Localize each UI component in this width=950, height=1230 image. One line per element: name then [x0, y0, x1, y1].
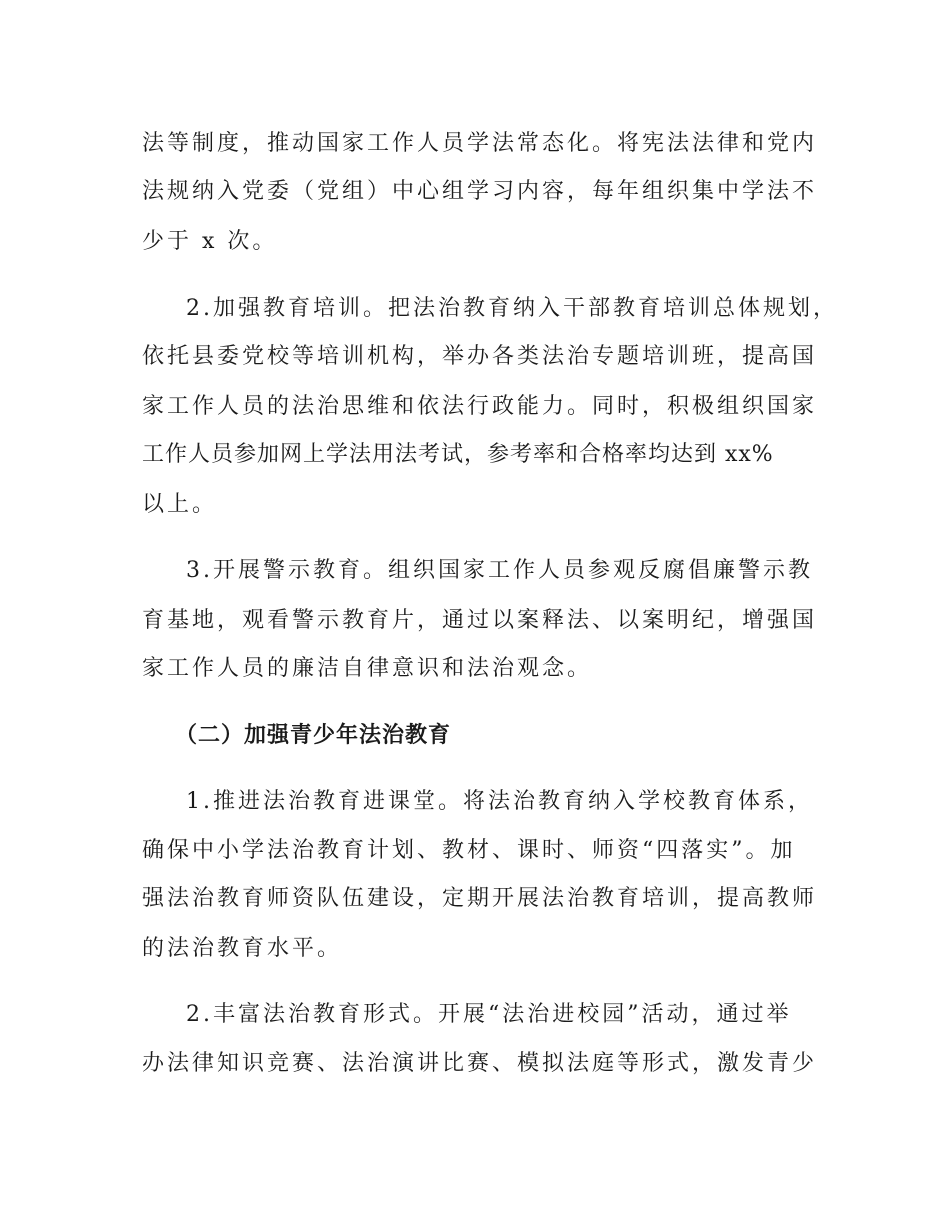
text-line: 工作人员参加网上学法用法考试，参考率和合格率均达到 xx% — [142, 442, 774, 467]
text-line: 依托县委党校等培训机构，举办各类法治专题培训班，提高国 — [142, 344, 818, 369]
text-line: 办法律知识竞赛、法治演讲比赛、模拟法庭等形式，激发青少 — [142, 1051, 818, 1076]
text-line: 强法治教育师资队伍建设，定期开展法治教育培训，提高教师 — [142, 886, 818, 911]
text-line: 1.推进法治教育进课堂。将法治教育纳入学校教育体系， — [186, 789, 813, 814]
text-line: 家工作人员的廉洁自律意识和法治观念。 — [142, 656, 593, 681]
text-line: 3.开展警示教育。组织国家工作人员参观反腐倡廉警示教 — [186, 558, 813, 583]
text-line: 育基地，观看警示教育片，通过以案释法、以案明纪，增强国 — [142, 608, 818, 633]
section-heading: （二）加强青少年法治教育 — [175, 723, 452, 748]
text-line: 的法治教育水平。 — [142, 936, 343, 961]
text-line: 以上。 — [142, 492, 218, 517]
text-line: 确保中小学法治教育计划、教材、课时、师资“四落实”。加 — [142, 838, 796, 863]
text-line: 法等制度，推动国家工作人员学法常态化。将宪法法律和党内 — [142, 131, 818, 156]
text-line: 2.加强教育培训。把法治教育纳入干部教育培训总体规划， — [186, 296, 838, 321]
text-line: 家工作人员的法治思维和依法行政能力。同时，积极组织国家 — [142, 394, 818, 419]
text-line: 2.丰富法治教育形式。开展“法治进校园”活动，通过举 — [186, 1002, 792, 1027]
text-line: 少于 x 次。 — [142, 229, 278, 254]
text-line: 法规纳入党委（党组）中心组学习内容，每年组织集中学法不 — [142, 179, 818, 204]
